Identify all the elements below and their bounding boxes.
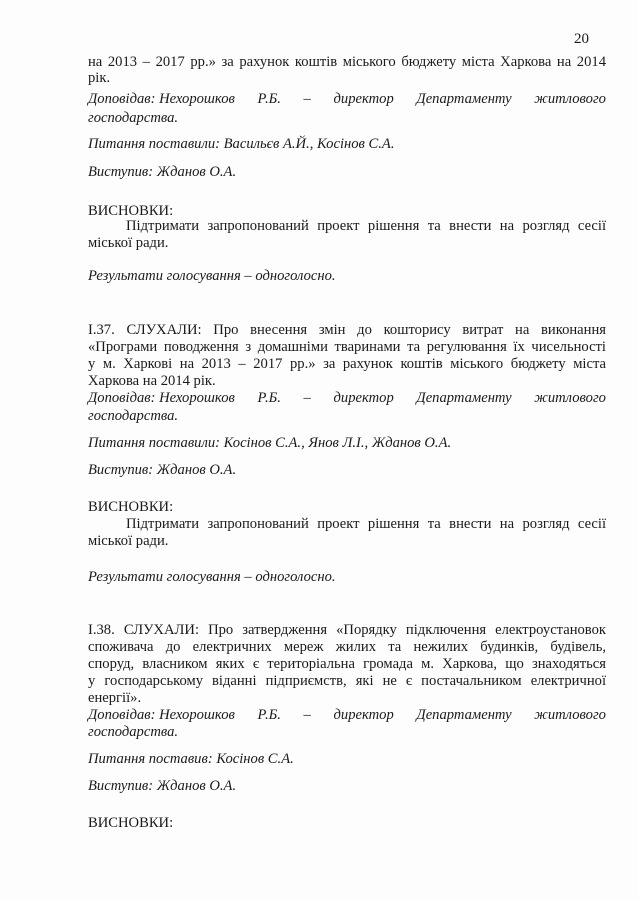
item37-conclusions-heading: ВИСНОВКИ:	[88, 499, 174, 515]
speaker-part: Р.Б.	[257, 707, 281, 723]
speaker-part: житлового	[534, 91, 606, 107]
item38-speaker-cont: господарства.	[88, 724, 179, 740]
item38-text-line-5: енергії».	[88, 690, 142, 706]
speaker-part: –	[303, 707, 311, 723]
item37-speech: Виступив: Жданов О.А.	[88, 462, 237, 478]
item38-text-line-3: споруд, власником яких є територіальна громада м. Харкова, що знаходяться	[88, 656, 606, 672]
item37-conclusion-line-1: Підтримати запропонований проект рішення та внести на розгляд сесії	[126, 516, 606, 532]
item37-speaker	[88, 390, 606, 407]
item36-speech: Виступив: Жданов О.А.	[88, 164, 237, 180]
item37-text-line-4: Харкова на 2014 рік.	[88, 373, 216, 389]
speaker-part: Департаменту	[416, 390, 512, 406]
speaker-part: Доповідав: Нехорошков	[88, 707, 235, 723]
item37-vote-result: Результати голосування – одноголосно.	[88, 569, 336, 585]
item38-conclusions-heading: ВИСНОВКИ:	[88, 815, 174, 831]
item37-speaker-cont: господарства.	[88, 408, 179, 424]
page-number: 20	[574, 31, 589, 47]
item36-speaker-cont: господарства.	[88, 110, 179, 126]
item36-text-line-2: рік.	[88, 70, 111, 86]
speaker-part: –	[303, 91, 311, 107]
item37-text-line-3: у м. Харкові на 2013 – 2017 рр.» за рахунок коштів міського бюджету міста	[88, 356, 606, 372]
speaker-part: директор	[333, 91, 394, 107]
item37-questions: Питання поставили: Косінов С.А., Янов Л.І., Жданов О.А.	[88, 435, 452, 451]
item36-conclusion-line-1: Підтримати запропонований проект рішення та внести на розгляд сесії	[126, 218, 606, 234]
speaker-part: Департаменту	[416, 91, 512, 107]
item38-questions: Питання поставив: Косінов С.А.	[88, 751, 294, 767]
item36-conclusion-line-2: міської ради.	[88, 235, 169, 251]
item36-vote-result: Результати голосування – одноголосно.	[88, 268, 336, 284]
item38-text-line-4: у господарському віданні підприємств, які не є постачальником електричної	[88, 673, 606, 689]
speaker-part: житлового	[534, 390, 606, 406]
item36-speaker	[88, 91, 606, 108]
item38-speaker	[88, 707, 606, 724]
speaker-part: директор	[333, 707, 394, 723]
item38-speech: Виступив: Жданов О.А.	[88, 778, 237, 794]
item37-text-line-2: «Програми поводження з домашніми тваринами та регулювання їх чисельності	[88, 339, 606, 355]
speaker-part: Доповідав: Нехорошков	[88, 390, 235, 406]
item38-heading-line-1: І.38. СЛУХАЛИ: Про затвердження «Порядку підключення електроустановок	[88, 622, 606, 638]
speaker-part: –	[303, 390, 311, 406]
item36-text-line-1: на 2013 – 2017 рр.» за рахунок коштів міського бюджету міста Харкова на 2014	[88, 54, 606, 70]
item36-conclusions-heading: ВИСНОВКИ:	[88, 203, 174, 219]
speaker-part: Р.Б.	[257, 91, 281, 107]
speaker-part: житлового	[534, 707, 606, 723]
speaker-part: Департаменту	[416, 707, 512, 723]
speaker-part: директор	[333, 390, 394, 406]
speaker-part: Доповідав: Нехорошков	[88, 91, 235, 107]
item38-text-line-2: споживача до електричних мереж жилих та нежилих будинків, будівель,	[88, 639, 606, 655]
item37-heading-line-1: І.37. СЛУХАЛИ: Про внесення змін до кошторису витрат на виконання	[88, 322, 606, 338]
item36-questions: Питання поставили: Васильєв А.Й., Косінов С.А.	[88, 136, 395, 152]
item37-conclusion-line-2: міської ради.	[88, 533, 169, 549]
speaker-part: Р.Б.	[257, 390, 281, 406]
